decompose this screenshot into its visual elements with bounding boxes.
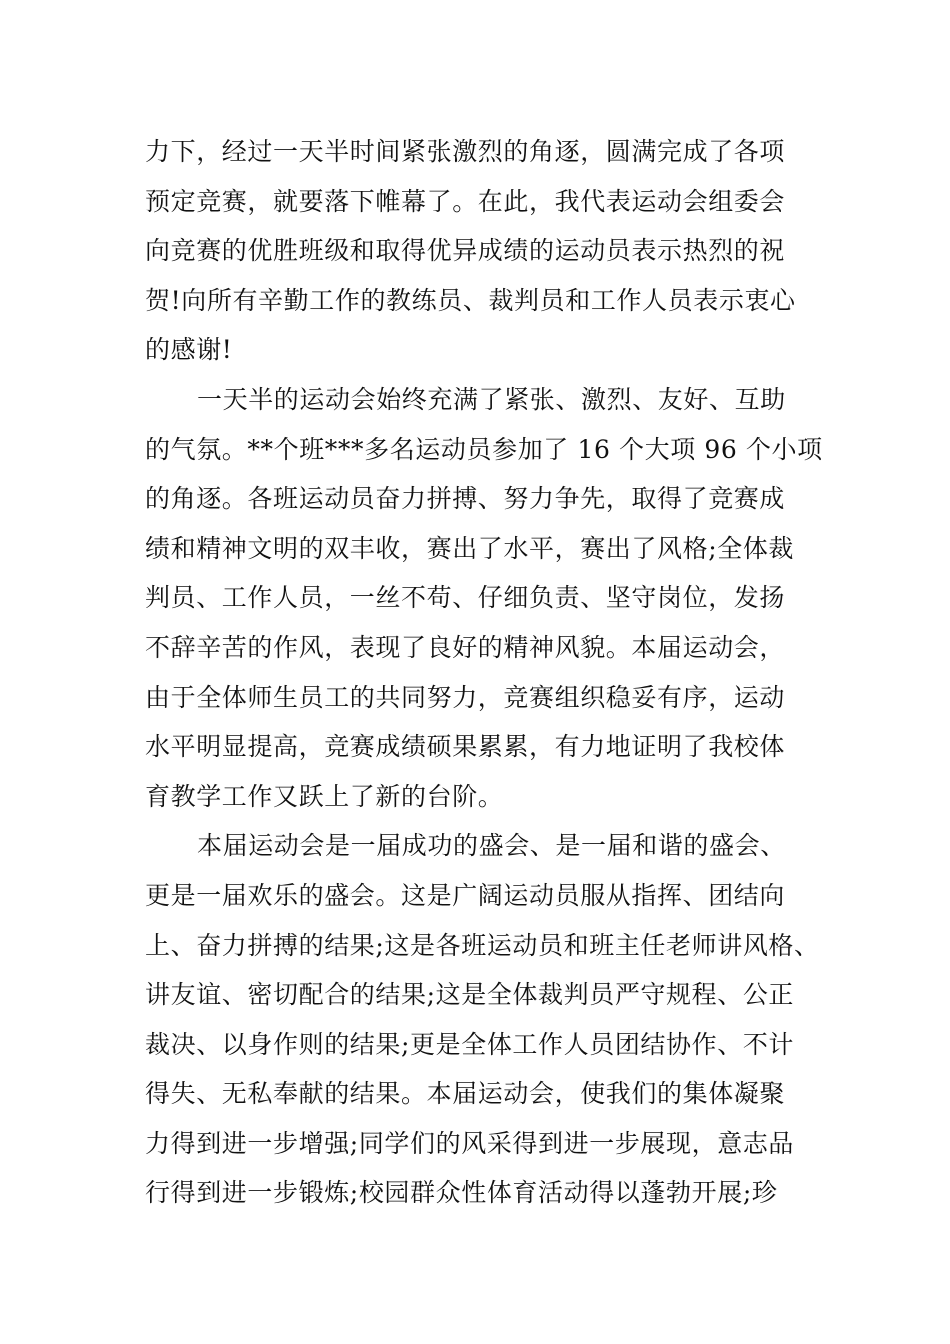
text-line: 力下，经过一天半时间紧张激烈的角逐，圆满完成了各项 — [145, 137, 786, 166]
text-line: 贺!向所有辛勤工作的教练员、裁判员和工作人员表示衷心 — [145, 285, 796, 315]
text-line: 力得到进一步增强;同学们的风采得到进一步展现，意志品 — [145, 1128, 795, 1158]
text-line: 判员、工作人员，一丝不苟、仔细负责、坚守岗位，发扬 — [145, 583, 786, 613]
document-body — [145, 127, 825, 1218]
text-line: 上、奋力拼搏的结果;这是各班运动员和班主任老师讲风格、 — [145, 930, 820, 960]
text-line: 由于全体师生员工的共同努力，竞赛组织稳妥有序，运动 — [145, 682, 786, 712]
text-line: 向竞赛的优胜班级和取得优异成绩的运动员表示热烈的祝 — [145, 236, 786, 266]
text-line: 水平明显提高，竞赛成绩硕果累累，有力地证明了我校体 — [145, 732, 786, 762]
text-line: 不辞辛苦的作风，表现了良好的精神风貌。本届运动会， — [145, 632, 786, 662]
text-line: 预定竞赛，就要落下帷幕了。在此，我代表运动会组委会 — [145, 186, 786, 216]
text-line: 讲友谊、密切配合的结果;这是全体裁判员严守规程、公正 — [145, 980, 795, 1010]
text-line: 的气氛。**个班***多名运动员参加了 16 个大项 96 个小项 — [145, 434, 823, 464]
text-line: 育教学工作又跃上了新的台阶。 — [145, 781, 504, 811]
text-line: 更是一届欢乐的盛会。这是广阔运动员服从指挥、团结向 — [145, 880, 786, 910]
text-line: 裁决、以身作则的结果;更是全体工作人员团结协作、不计 — [145, 1029, 795, 1059]
text-line: 的角逐。各班运动员奋力拼搏、努力争先，取得了竞赛成 — [145, 484, 786, 514]
paragraph-start-line: 一天半的运动会始终充满了紧张、激烈、友好、互助 — [197, 384, 786, 414]
text-line: 行得到进一步锻炼;校园群众性体育活动得以蓬勃开展;珍 — [145, 1178, 778, 1208]
text-line: 绩和精神文明的双丰收，赛出了水平，赛出了风格;全体裁 — [145, 533, 795, 563]
paragraph-start-line: 本届运动会是一届成功的盛会、是一届和谐的盛会、 — [197, 831, 786, 861]
text-line: 的感谢! — [145, 335, 233, 365]
text-line: 得失、无私奉献的结果。本届运动会，使我们的集体凝聚 — [145, 1079, 786, 1109]
